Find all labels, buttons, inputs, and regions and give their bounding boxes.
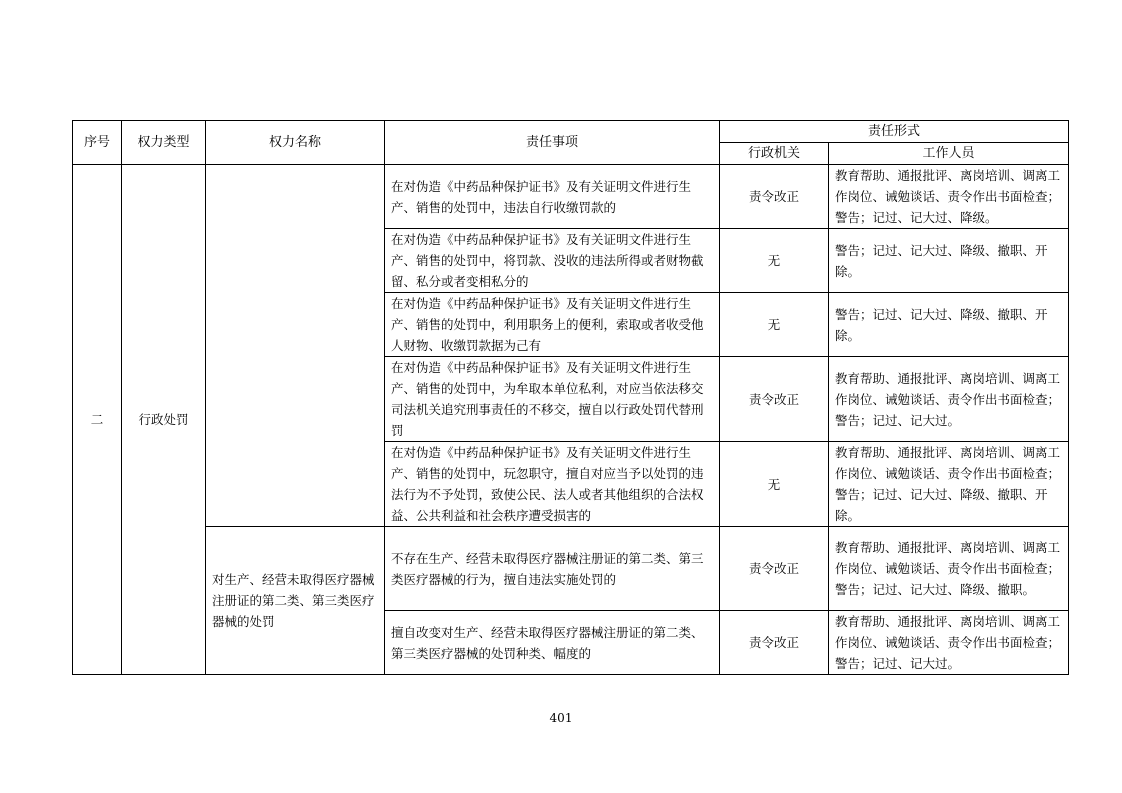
header-power-name: 权力名称 — [206, 121, 385, 165]
responsibility-table — [72, 120, 1069, 675]
matter-cell: 在对伪造《中药品种保护证书》及有关证明文件进行生产、销售的处罚中，将罚款、没收的违法所得或者财物截留、私分或者变相私分的 — [385, 229, 720, 293]
header-power-type: 权力类型 — [122, 121, 206, 165]
matter-cell: 在对伪造《中药品种保护证书》及有关证明文件进行生产、销售的处罚中，玩忽职守，擅自对应当予以处罚的违法行为不予处罚，致使公民、法人或者其他组织的合法权益、公共利益和社会秩序遭受损害的 — [385, 442, 720, 527]
staff-cell: 教育帮助、通报批评、离岗培训、调离工作岗位、诫勉谈话、责令作出书面检查；警告；记过、记大过。 — [829, 611, 1069, 675]
matter-cell: 在对伪造《中药品种保护证书》及有关证明文件进行生产、销售的处罚中，利用职务上的便利，索取或者收受他人财物、收缴罚款据为己有 — [385, 293, 720, 357]
agency-cell: 责令改正 — [720, 611, 829, 675]
table-row — [73, 527, 1069, 611]
agency-cell: 责令改正 — [720, 165, 829, 229]
header-agency: 行政机关 — [720, 143, 829, 165]
agency-cell: 责令改正 — [720, 527, 829, 611]
seq-cell: 二 — [73, 165, 122, 675]
header-form: 责任形式 — [720, 121, 1069, 143]
table-row — [73, 165, 1069, 229]
matter-cell: 不存在生产、经营未取得医疗器械注册证的第二类、第三类医疗器械的行为，擅自违法实施处罚的 — [385, 527, 720, 611]
agency-cell: 无 — [720, 442, 829, 527]
page-number: 401 — [549, 711, 573, 725]
staff-cell: 教育帮助、通报批评、离岗培训、调离工作岗位、诫勉谈话、责令作出书面检查；警告；记过、记大过、降级、撤职。 — [829, 527, 1069, 611]
agency-cell: 责令改正 — [720, 357, 829, 442]
staff-cell: 教育帮助、通报批评、离岗培训、调离工作岗位、诫勉谈话、责令作出书面检查；警告；记过、记大过、降级、撤职、开除。 — [829, 442, 1069, 527]
header-staff: 工作人员 — [829, 143, 1069, 165]
agency-cell: 无 — [720, 293, 829, 357]
staff-cell: 警告；记过、记大过、降级、撤职、开除。 — [829, 293, 1069, 357]
agency-cell: 无 — [720, 229, 829, 293]
header-seq: 序号 — [73, 121, 122, 165]
staff-cell: 教育帮助、通报批评、离岗培训、调离工作岗位、诫勉谈话、责令作出书面检查；警告；记过、记大过。 — [829, 357, 1069, 442]
power-name-cell — [206, 165, 385, 527]
power-name-cell: 对生产、经营未取得医疗器械注册证的第二类、第三类医疗器械的处罚 — [206, 527, 385, 675]
staff-cell: 教育帮助、通报批评、离岗培训、调离工作岗位、诫勉谈话、责令作出书面检查；警告；记过、记大过、降级。 — [829, 165, 1069, 229]
header-matter: 责任事项 — [385, 121, 720, 165]
matter-cell: 擅自改变对生产、经营未取得医疗器械注册证的第二类、第三类医疗器械的处罚种类、幅度的 — [385, 611, 720, 675]
power-type-cell: 行政处罚 — [122, 165, 206, 675]
matter-cell: 在对伪造《中药品种保护证书》及有关证明文件进行生产、销售的处罚中，为牟取本单位私利，对应当依法移交司法机关追究刑事责任的不移交，擅自以行政处罚代替刑罚 — [385, 357, 720, 442]
staff-cell: 警告；记过、记大过、降级、撤职、开除。 — [829, 229, 1069, 293]
matter-cell: 在对伪造《中药品种保护证书》及有关证明文件进行生产、销售的处罚中，违法自行收缴罚款的 — [385, 165, 720, 229]
